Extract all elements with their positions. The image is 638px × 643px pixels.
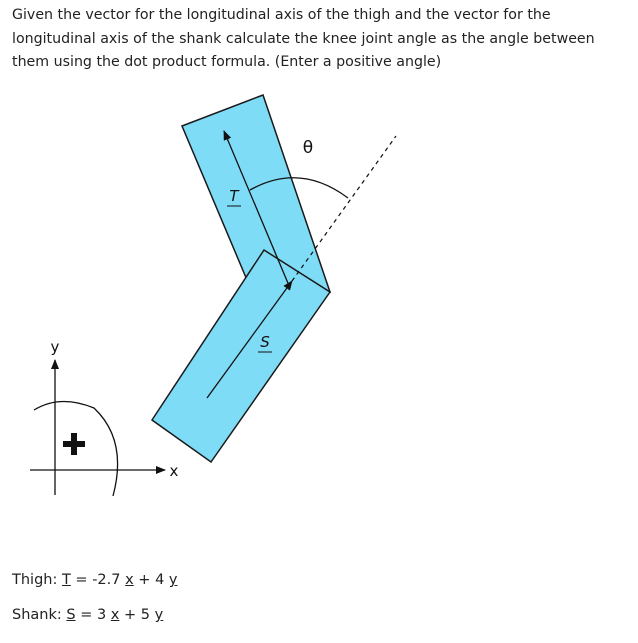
shank-segment: [152, 250, 330, 462]
shank-y-unit: y: [154, 607, 164, 623]
shank-x-unit: x: [110, 607, 120, 623]
thigh-eq-part: = -2.7: [70, 572, 126, 588]
plus-icon: [63, 433, 85, 455]
shank-vector-symbol: S: [66, 607, 76, 623]
thigh-vector-label: T: [229, 187, 239, 205]
shank-plus-part: + 5: [119, 607, 155, 623]
thigh-equation: [12, 570, 178, 590]
question-text: Given the vector for the longitudinal axis of the thigh and the vector for the longitudinal axis of the shank calculate the knee joint angle as the angle between them using the dot product formula. (Enter a positive angle): [12, 7, 595, 71]
thigh-prefix: Thigh:: [12, 572, 62, 588]
y-axis-label: y: [50, 338, 60, 356]
theta-label: θ: [302, 138, 314, 158]
thigh-plus-part: + 4: [133, 572, 169, 588]
thigh-vector-symbol: T: [61, 572, 71, 588]
x-axis-label: x: [169, 462, 179, 480]
shank-vector-label: S: [260, 333, 270, 351]
thigh-x-unit: x: [125, 572, 134, 588]
shank-prefix: Shank:: [12, 607, 67, 623]
shank-eq-part: = 3: [75, 607, 111, 623]
thigh-y-unit: y: [168, 572, 178, 588]
shank-equation: [12, 605, 163, 625]
